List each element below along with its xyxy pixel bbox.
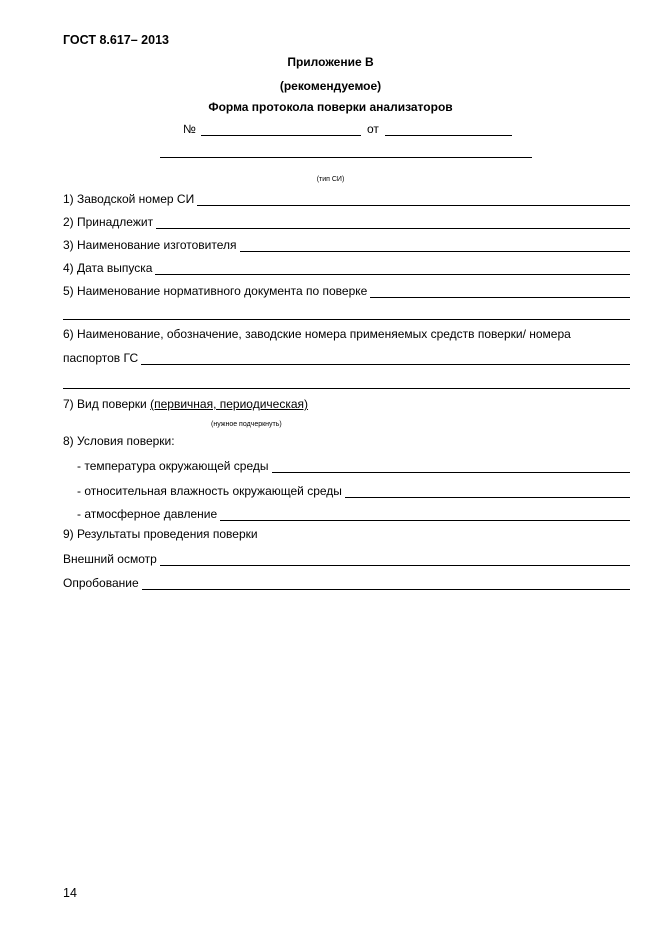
protocol-number-label: №	[183, 122, 196, 136]
humidity-label: - относительная влажность окружающей среды	[77, 484, 342, 498]
normative-doc-row	[63, 282, 630, 298]
serial-label: 1) Заводской номер СИ	[63, 192, 195, 206]
owner-label: 2) Принадлежит	[63, 215, 154, 229]
appendix-title: Приложение В	[287, 55, 374, 69]
means-field-line2[interactable]	[63, 388, 630, 389]
testing-field[interactable]	[142, 576, 630, 590]
humidity-row	[77, 482, 630, 498]
serial-row	[63, 190, 630, 206]
means-label-line2: паспортов ГС	[63, 351, 139, 365]
verification-type-line	[63, 397, 308, 411]
release-date-field[interactable]	[155, 261, 630, 275]
conditions-label: 8) Условия поверки:	[63, 434, 175, 448]
manufacturer-row	[63, 236, 630, 252]
results-label: 9) Результаты проведения поверки	[63, 527, 258, 541]
release-date-row	[63, 259, 630, 275]
protocol-number-field[interactable]	[201, 135, 361, 136]
testing-label: Опробование	[63, 576, 139, 590]
means-field[interactable]	[141, 351, 630, 365]
temperature-label: - температура окружающей среды	[77, 459, 269, 473]
appendix-status: (рекомендуемое)	[279, 79, 382, 93]
form-title: Форма протокола поверки анализаторов	[208, 100, 453, 114]
normative-doc-field[interactable]	[370, 284, 630, 298]
doc-code: ГОСТ 8.617– 2013	[63, 33, 169, 47]
verification-type-label: 7) Вид поверки	[63, 397, 147, 411]
humidity-field[interactable]	[345, 484, 630, 498]
underline-hint: (нужное подчеркнуть)	[211, 421, 282, 428]
external-inspection-label: Внешний осмотр	[63, 552, 157, 566]
page-number: 14	[63, 886, 77, 900]
external-inspection-field[interactable]	[160, 552, 630, 566]
external-inspection-row	[63, 550, 630, 566]
testing-row	[63, 574, 630, 590]
means-row	[63, 349, 630, 365]
temperature-field[interactable]	[272, 459, 630, 473]
means-label-line1: 6) Наименование, обозначение, заводские номера применяемых средств поверки/ номера	[63, 327, 571, 341]
pressure-row	[77, 505, 630, 521]
manufacturer-label: 3) Наименование изготовителя	[63, 238, 237, 252]
protocol-date-field[interactable]	[385, 135, 512, 136]
protocol-date-label: от	[367, 122, 379, 136]
release-date-label: 4) Дата выпуска	[63, 261, 153, 275]
temperature-row	[77, 457, 630, 473]
verification-type-options[interactable]: (первичная, периодическая)	[150, 397, 309, 411]
pressure-field[interactable]	[220, 507, 630, 521]
owner-field[interactable]	[156, 215, 630, 229]
normative-doc-label: 5) Наименование нормативного документа по поверке	[63, 284, 368, 298]
owner-row	[63, 213, 630, 229]
si-type-field[interactable]	[160, 157, 532, 158]
serial-field[interactable]	[197, 192, 630, 206]
manufacturer-field[interactable]	[240, 238, 630, 252]
si-type-caption: (тип СИ)	[316, 176, 345, 183]
pressure-label: - атмосферное давление	[77, 507, 218, 521]
normative-doc-field-line2[interactable]	[63, 319, 630, 320]
